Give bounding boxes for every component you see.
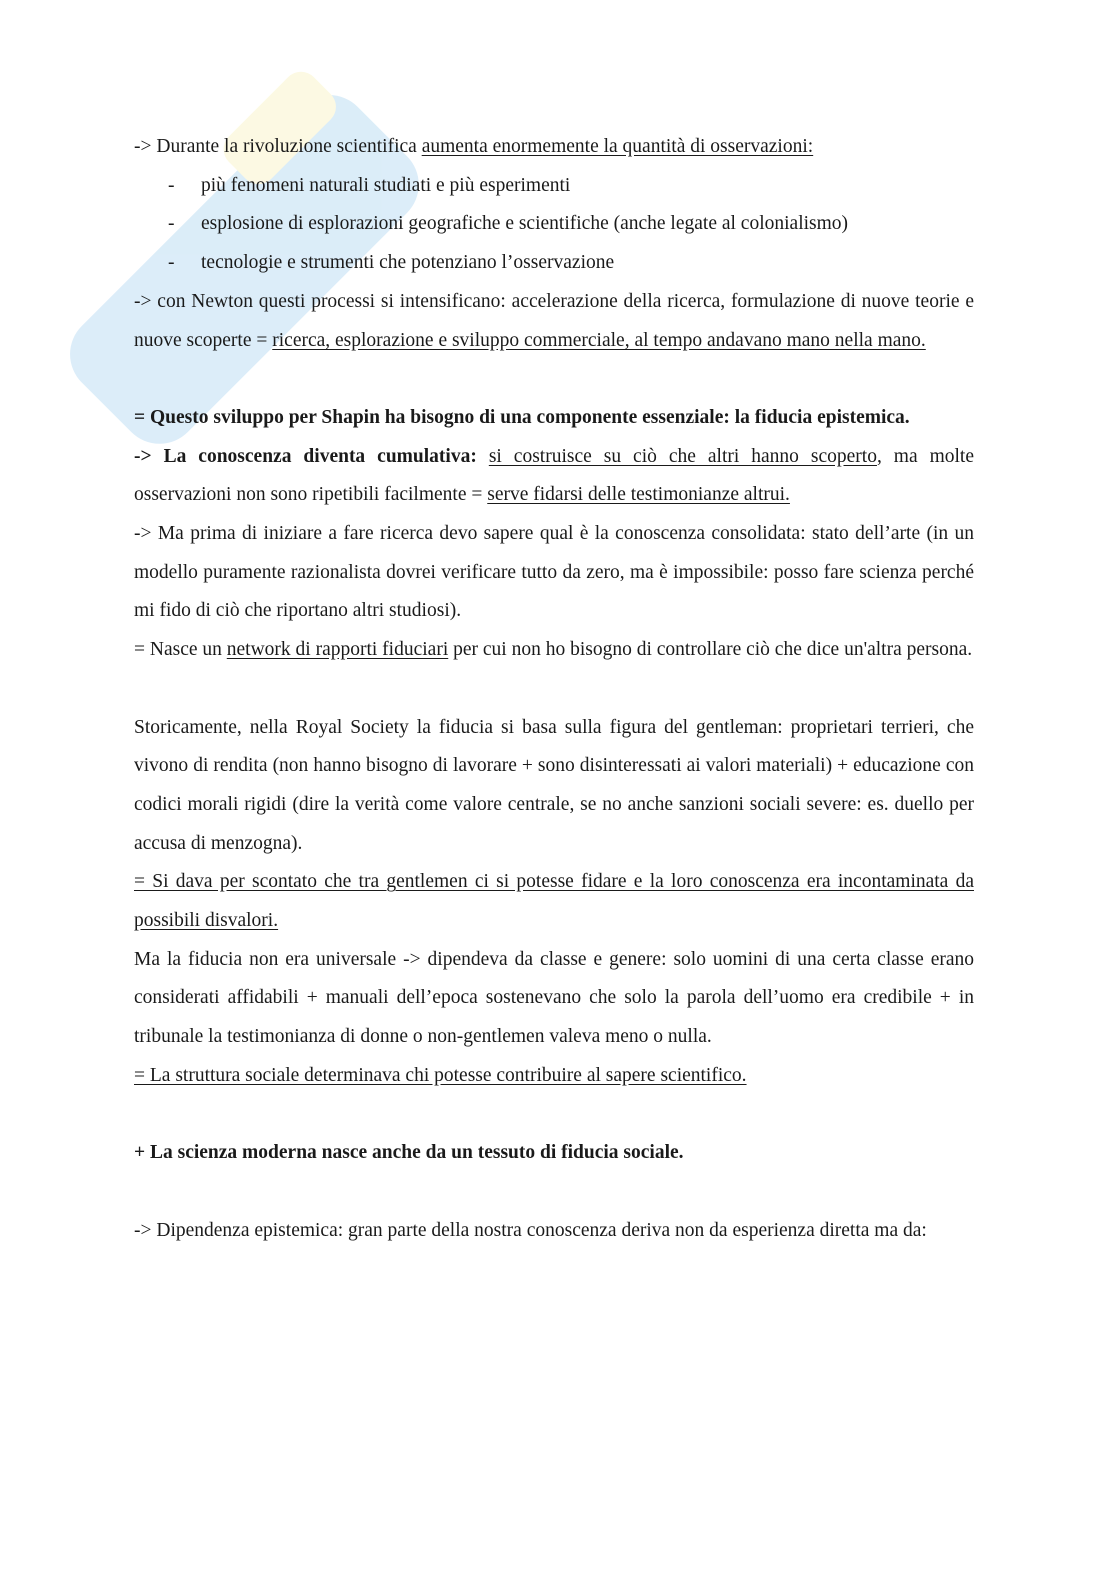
paragraph-observations: -> Durante la rivoluzione scientifica aumenta enormemente la quantità di osservazioni:	[134, 136, 814, 157]
list-item: - più fenomeni naturali studiati e più esperimenti	[134, 167, 974, 206]
list-item: - tecnologie e strumenti che potenziano l’osservazione	[134, 244, 974, 283]
paragraph-epistemic-dependence: -> Dipendenza epistemica: gran parte della nostra conoscenza deriva non da esperienza diretta ma da:	[134, 1219, 927, 1241]
underlined-phrase: aumenta enormemente la quantità di osservazioni:	[421, 136, 814, 157]
document-page	[134, 128, 974, 1250]
paragraph-royal-society: Storicamente, nella Royal Society la fiducia si basa sulla figura del gentleman: proprietari terrieri, che vivono di rendita (non hanno bisogno di lavorare + sono disinteressati ai valori materiali) + educazione con codici morali rigidi (dire la verità come valore centrale, se no anche sanzioni sociali severe: es. duello per accusa di menzogna).	[134, 716, 974, 854]
list-item: - esplosione di esplorazioni geografiche e scientifiche (anche legate al colonialismo)	[134, 205, 974, 244]
heading-social-fabric: + La scienza moderna nasce anche da un tessuto di fiducia sociale.	[134, 1142, 684, 1164]
underlined-phrase: network di rapporti fiduciari	[226, 639, 449, 661]
paragraph-social-structure: = La struttura sociale determinava chi potesse contribuire al sapere scientifico.	[134, 1064, 747, 1086]
paragraph-newton: -> con Newton questi processi si intensificano: accelerazione della ricerca, formulazione di nuove teorie e nuove scoperte = ricerca, esplorazione e sviluppo commerciale, al tempo andavano mano nella mano.	[134, 290, 974, 351]
paragraph-not-universal: Ma la fiducia non era universale -> dipendeva da classe e genere: solo uomini di una certa classe erano considerati affidabili + manuali dell’epoca sostenevano che solo la parola dell’uomo era credibile + in tribunale la testimonianza di donne o non-gentlemen valeva meno o nulla.	[134, 948, 974, 1048]
paragraph-state-of-art: -> Ma prima di iniziare a fare ricerca devo sapere qual è la conoscenza consolidata: stato dell’arte (in un modello puramente razionalista dovrei verificare tutto da zero, ma è impossibile: posso fare scienza perché mi fido di ciò che riportano altri studiosi).	[134, 523, 974, 622]
underlined-phrase: si costruisce su ciò che altri hanno scoperto	[488, 445, 877, 467]
paragraph-network: = Nasce un network di rapporti fiduciari per cui non ho bisogno di controllare ciò che dice un'altra persona.	[134, 639, 973, 661]
underlined-phrase: ricerca, esplorazione e sviluppo commerciale, al tempo andavano mano nella mano.	[272, 329, 926, 351]
paragraph-gentlemen-trust: = Si dava per scontato che tra gentlemen ci si potesse fidare e la loro conoscenza era incontaminata da possibili disvalori.	[134, 871, 974, 932]
observation-list	[134, 167, 974, 283]
underlined-phrase: serve fidarsi delle testimonianze altrui.	[487, 484, 790, 506]
heading-epistemic-trust: = Questo sviluppo per Shapin ha bisogno di una componente essenziale: la fiducia epistemica.	[134, 406, 910, 428]
paragraph-cumulative: -> La conoscenza diventa cumulativa: si costruisce su ciò che altri hanno scoperto, ma molte osservazioni non sono ripetibili facilmente = serve fidarsi delle testimonianze altrui.	[134, 445, 975, 506]
